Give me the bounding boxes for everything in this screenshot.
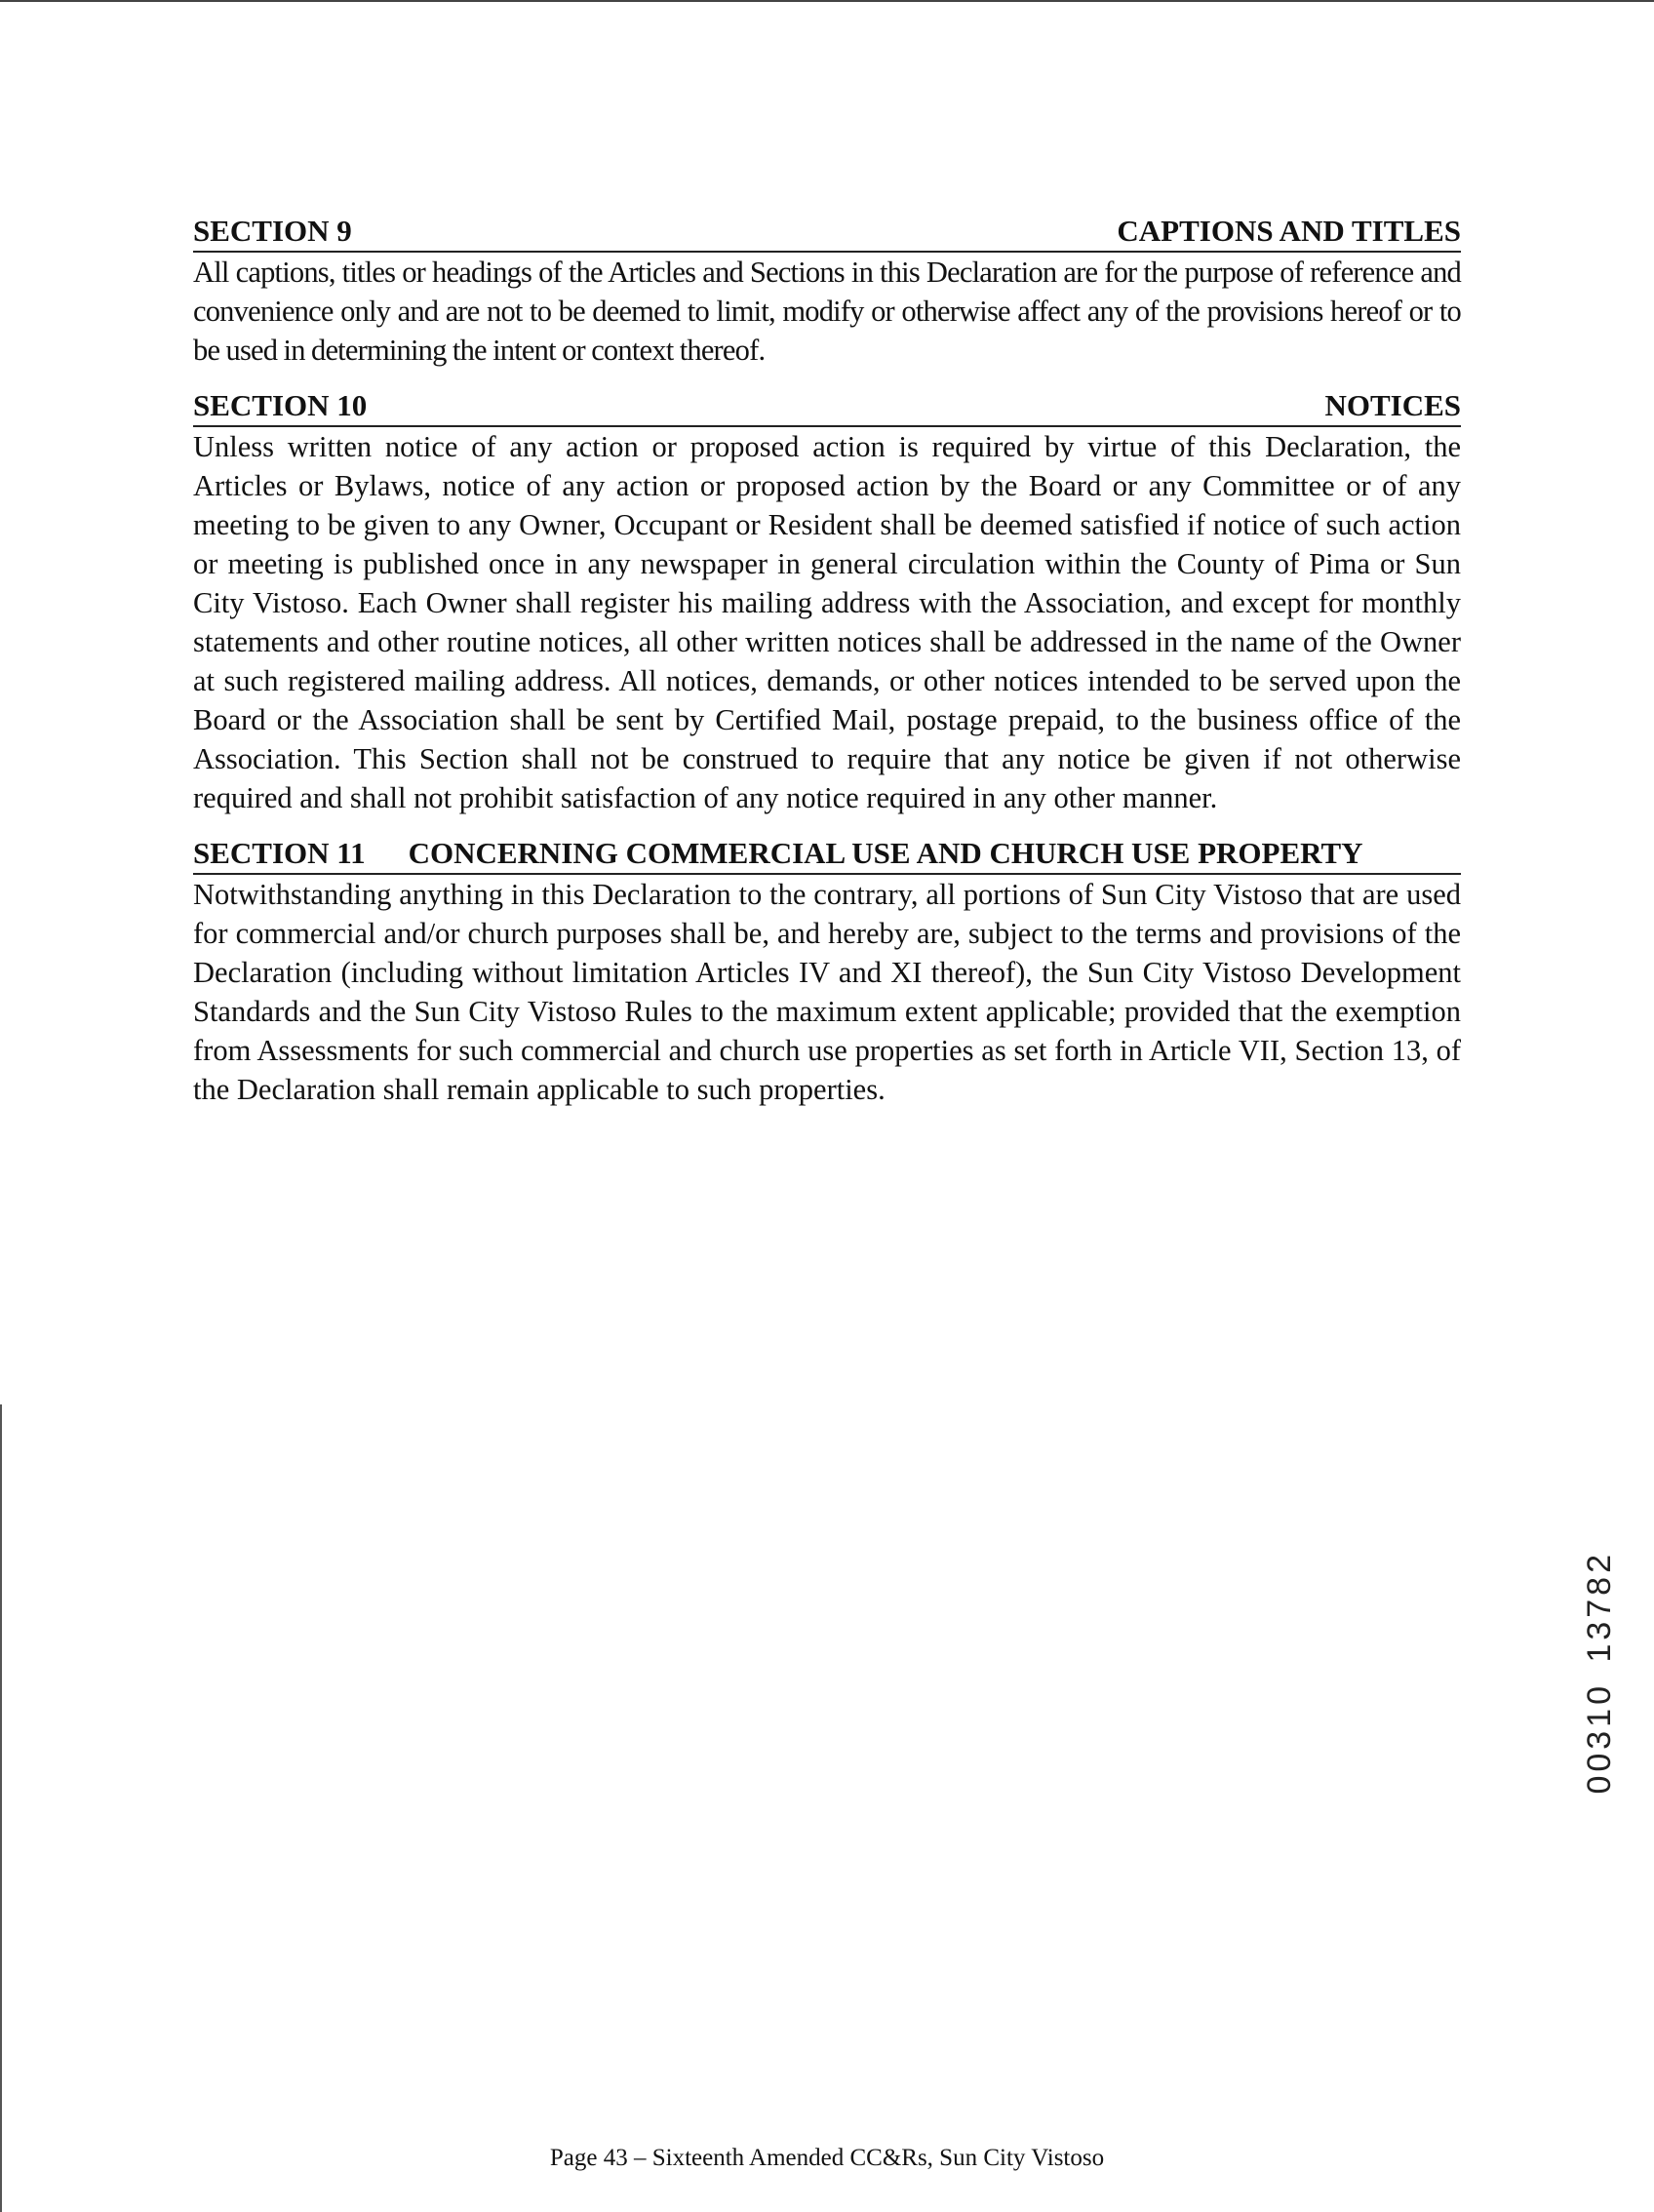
section-body: Notwithstanding anything in this Declaration to the contrary, all portions of Sun City Vistoso that are used for commercial and/or church purposes shall be, and hereby are, subject to the terms and provisions of the Declaration (including without limitation Articles IV and XI thereof), the Sun City Vistoso Development Standards and the Sun City Vistoso Rules to the maximum extent applicable; provided that the exemption from Assessments for such commercial and church use properties as set forth in Article VII, Section 13, of the Declaration shall remain applicable to such properties. (193, 878, 1461, 1106)
page-top-rule (0, 0, 1654, 2)
section-title: CAPTIONS AND TITLES (1117, 214, 1461, 248)
section-header (193, 213, 1461, 253)
section-11 (193, 835, 1461, 1109)
scan-edge-mark (0, 1404, 2, 2212)
recording-stamp (1570, 1551, 1629, 1824)
section-header (193, 387, 1461, 427)
section-9 (193, 213, 1461, 370)
section-title: CONCERNING COMMERCIAL USE AND CHURCH USE PROPERTY (408, 836, 1363, 870)
recording-page-number: 00310 (1581, 1681, 1618, 1795)
section-10 (193, 387, 1461, 817)
section-header (193, 835, 1461, 875)
section-body: All captions, titles or headings of the Articles and Sections in this Declaration are for the purpose of reference and convenience only and are not to be deemed to limit, modify or otherwise affect any of the provisions hereof or to be used in determining the intent or context thereof. (193, 256, 1461, 367)
page-footer: Page 43 – Sixteenth Amended CC&Rs, Sun City Vistoso (549, 2145, 1105, 2171)
section-number: SECTION 11 (193, 836, 366, 870)
recording-docket-number: 13782 (1581, 1551, 1618, 1663)
section-number: SECTION 10 (193, 388, 368, 422)
document-body (193, 213, 1461, 1126)
section-number: SECTION 9 (193, 214, 352, 248)
section-title: NOTICES (1324, 388, 1461, 422)
section-body: Unless written notice of any action or proposed action is required by virtue of this Declaration, the Articles or Bylaws, notice of any action or proposed action by the Board or any Committee or of any meeting to be given to any Owner, Occupant or Resident shall be deemed satisfied if notice of such action or meeting is published once in any newspaper in general circulation within the County of Pima or Sun City Vistoso. Each Owner shall register his mailing address with the Association, and except for monthly statements and other routine notices, all other written notices shall be addressed in the name of the Owner at such registered mailing address. All notices, demands, or other notices intended to be served upon the Board or the Association shall be sent by Certified Mail, postage prepaid, to the business office of the Association. This Section shall not be construed to require that any notice be given if not otherwise required and shall not prohibit satisfaction of any notice required in any other manner. (193, 430, 1461, 814)
